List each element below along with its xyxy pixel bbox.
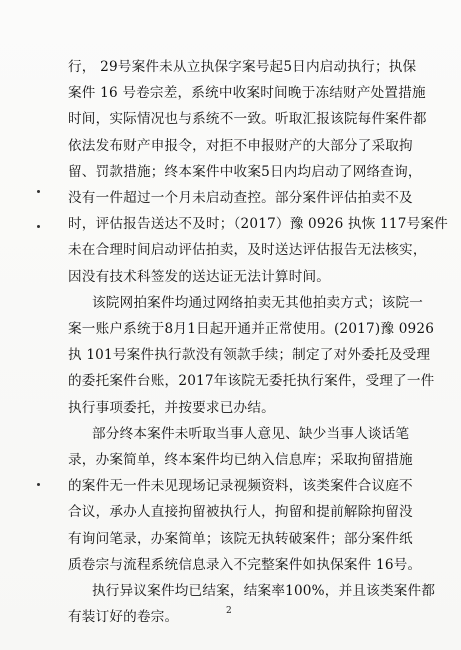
text-line: 有询问笔录，办案简单；该院无执转破案件；部分案件纸 bbox=[68, 530, 413, 547]
text-line: 案件 16 号卷宗差，系统中收案时间晚于冻结财产处置措施 bbox=[68, 85, 426, 102]
text-line: 案一账户系统于8月1日起开通并正常使用。(2017)豫 0926 bbox=[68, 321, 435, 337]
text-line: 部分终本案件未听取当事人意见、缺少当事人谈话笔 bbox=[92, 425, 410, 442]
text-line: 执 101号案件执行款没有领款手续；制定了对外委托及受理 bbox=[68, 347, 431, 364]
text-line: 未在合理时间启动评估拍卖，及时送达评估报告无法核实， bbox=[68, 242, 427, 259]
text-line: 执行异议案件均已结案，结案率100%，并且该类案件都 bbox=[92, 583, 436, 599]
text-line: 的案件无一件未见现场记录视频资料，该类案件合议庭不 bbox=[68, 478, 413, 495]
text-line: 时间，实际情况也与系统不一致。听取汇报该院每件案件都 bbox=[68, 111, 427, 128]
page-number: 2 bbox=[226, 606, 232, 616]
text-line: 行， 29号案件未从立执保字案号起5日内启动执行；执保 bbox=[68, 59, 417, 75]
text-line: 依法发布财产申报令，对拒不申报财产的大部分了采取拘 bbox=[68, 137, 413, 154]
text-line: 执行事项委托，并按要求已办结。 bbox=[68, 399, 275, 416]
text-line: 的委托案件台账，2017年该院无委托执行案件，受理了一件 bbox=[68, 373, 435, 390]
text-line: 录，办案简单，终本案件均已纳入信息库；采取拘留措施 bbox=[68, 452, 413, 468]
text-line: 留、罚款措施；终本案件中收案5日内均启动了网络查询， bbox=[68, 163, 422, 180]
text-line: 因没有技术科签发的送达证无法计算时间。 bbox=[68, 268, 331, 285]
text-line: 有装订好的卷宗。 bbox=[68, 609, 179, 626]
scan-dot bbox=[37, 225, 40, 228]
text-line: 时，评估报告送达不及时；（2017）豫 0926 执恢 117号案件 bbox=[68, 216, 448, 233]
text-line: 合议，承办人直接拘留被执行人，拘留和提前解除拘留没 bbox=[68, 504, 413, 521]
text-line: 没有一件超过一个月未启动查控。部分案件评估拍卖不及 bbox=[68, 190, 413, 206]
scan-dot bbox=[37, 190, 40, 193]
text-line: 该院网拍案件均通过网络拍卖无其他拍卖方式；该院一 bbox=[92, 294, 424, 311]
text-line: 质卷宗与流程系统信息录入不完整案件如执保案件 16号。 bbox=[68, 556, 422, 573]
scan-dot bbox=[37, 483, 40, 486]
